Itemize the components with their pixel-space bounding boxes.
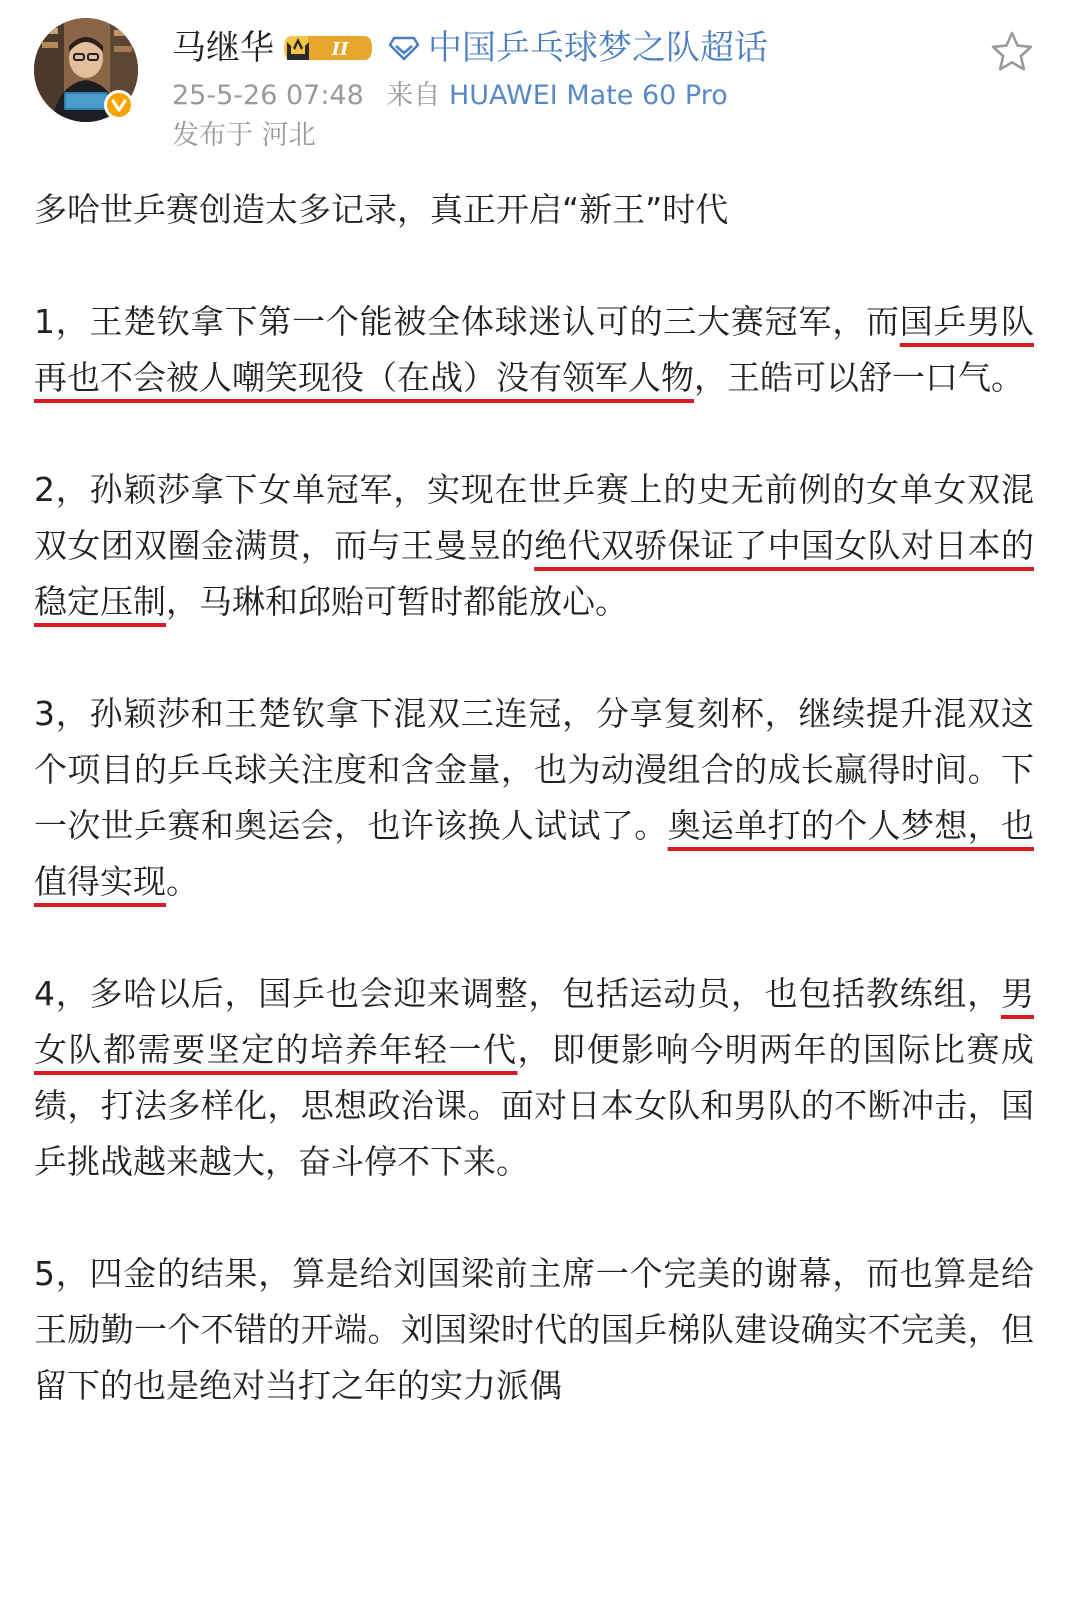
post-paragraph-1 bbox=[34, 294, 1034, 406]
highlighted-text: 奥运单打的个人梦想，也值得实现 bbox=[34, 806, 1035, 901]
level-badge-text: II bbox=[331, 39, 349, 60]
post-body bbox=[34, 182, 1034, 1470]
paragraph-text: 2，孙颖莎拿下女单冠军，实现在世乒赛上的史无前例的女单女双混双女团双圈金满贯，而与王曼昱的 bbox=[34, 470, 1034, 565]
paragraph-text: ，马琳和邱贻可暂时都能放心。 bbox=[166, 582, 628, 621]
post-timestamp: 25-5-26 07:48 bbox=[172, 80, 364, 111]
user-name[interactable]: 马继华 bbox=[172, 28, 274, 68]
post-paragraph-5 bbox=[34, 1246, 1034, 1414]
post-paragraph-2 bbox=[34, 462, 1034, 630]
paragraph-text: 1，王楚钦拿下第一个能被全体球迷认可的三大赛冠军，而 bbox=[34, 302, 900, 341]
paragraph-text: 4，多哈以后，国乒也会迎来调整，包括运动员，也包括教练组， bbox=[34, 974, 1001, 1013]
highlighted-text: 男女队都需要坚定的培养年轻一代 bbox=[34, 974, 1034, 1069]
name-row bbox=[172, 24, 768, 72]
post-title: 多哈世乒赛创造太多记录，真正开启“新王”时代 bbox=[34, 190, 729, 229]
post-paragraph-4 bbox=[34, 966, 1034, 1190]
paragraph-text: ，即便影响今明两年的国际比赛成绩，打法多样化，思想政治课。面对日本女队和男队的不断冲击，国乒挑战越来越大，奋斗停不下来。 bbox=[34, 1030, 1035, 1181]
paragraph-text: ，王皓可以舒一口气。 bbox=[694, 358, 1024, 397]
post-device[interactable]: HUAWEI Mate 60 Pro bbox=[448, 80, 728, 111]
crown-level-icon[interactable] bbox=[282, 32, 374, 64]
post-location: 发布于 河北 bbox=[172, 120, 316, 151]
verified-badge-icon bbox=[104, 90, 134, 120]
highlighted-text: 绝代双骄保证了中国女队对日本的稳定压制 bbox=[34, 526, 1035, 621]
favorite-button[interactable] bbox=[988, 28, 1036, 76]
diamond-topic-icon bbox=[388, 34, 420, 62]
post-paragraph-3 bbox=[34, 686, 1034, 910]
post-meta bbox=[172, 78, 728, 114]
highlighted-text: 国乒男队再也不会被人嘲笑现役（在战）没有领军人物 bbox=[34, 302, 1035, 397]
source-prefix: 来自 bbox=[386, 80, 441, 111]
topic-link[interactable]: 中国乒乓球梦之队超话 bbox=[428, 28, 768, 68]
star-icon bbox=[988, 28, 1036, 76]
paragraph-text: 5，四金的结果，算是给刘国梁前主席一个完美的谢幕，而也算是给王励勤一个不错的开端。刘国梁时代的国乒梯队建设确实不完美，但留下的也是绝对当打之年的实力派偶 bbox=[34, 1254, 1034, 1405]
paragraph-text: 3，孙颖莎和王楚钦拿下混双三连冠，分享复刻杯，继续提升混双这个项目的乒乓球关注度和含金量，也为动漫组合的成长赢得时间。下一次世乒赛和奥运会，也许该换人试试了。 bbox=[34, 694, 1034, 845]
paragraph-text: 。 bbox=[166, 862, 199, 901]
